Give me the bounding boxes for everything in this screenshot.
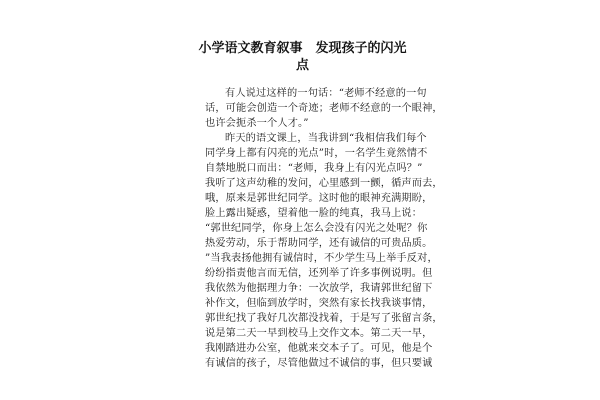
- paragraph-line: 我刚踏进办公室，他就来交本子了。可见，他是个: [205, 343, 433, 354]
- paragraph-line: 说是第二天一早到校马上交作文本。第二天一早，: [205, 328, 433, 339]
- paragraph-line: 自禁地脱口而出：“老师，我身上有闪光点吗？”: [205, 163, 423, 174]
- document-title: [195, 40, 410, 74]
- paragraph-line: 有诚信的孩子，尽管他做过不诚信的事，但只要诚: [205, 358, 433, 369]
- document-body: [205, 86, 443, 371]
- paragraph-line: ”当我表扬他拥有诚信时，不少学生马上举手反对，: [205, 253, 438, 264]
- paragraph-line: 我听了这声幼稚的发问，心里感到一颤，循声而去，: [205, 178, 443, 189]
- paragraph-line: 补作文，但临到放学时，突然有家长找我谈事情，: [205, 298, 433, 309]
- paragraph-line: 话，可能会创造一个奇迹；老师不经意的一个眼神，: [205, 103, 443, 114]
- paragraph-line: 我依然为他据理力争：一次放学，我请郭世纪留下: [205, 283, 433, 294]
- paragraph-line: 脸上露出疑惑，望着他一脸的纯真，我马上说：: [205, 208, 423, 219]
- title-line-2: 点: [295, 58, 309, 73]
- paragraph-line: 哦，原来是郭世纪同学。这时他的眼神充满期盼，: [205, 193, 433, 204]
- paragraph-line: 也许会扼杀一个人才。”: [205, 118, 309, 129]
- paragraph-line: 有人说过这样的一句话：“老师不经意的一句: [225, 88, 427, 99]
- paragraph-line: 昨天的语文课上，当我讲到“我相信我们每个: [225, 133, 427, 144]
- paragraph-line: 郭世纪找了我好几次都没找着，于是写了张留言条，: [205, 313, 443, 324]
- paragraph-line: 同学身上都有闪亮的光点”时，一名学生竟然情不: [205, 148, 428, 159]
- paragraph-line: 热爱劳动，乐于帮助同学，还有诚信的可贵品质。: [205, 238, 433, 249]
- title-line-1: 小学语文教育叙事 发现孩子的闪光: [198, 41, 407, 56]
- paragraph-line: 纷纷指责他言而无信，还列举了许多事例说明。但: [205, 268, 433, 279]
- paragraph-line: “郭世纪同学，你身上怎么会没有闪光之处呢？你: [205, 223, 428, 234]
